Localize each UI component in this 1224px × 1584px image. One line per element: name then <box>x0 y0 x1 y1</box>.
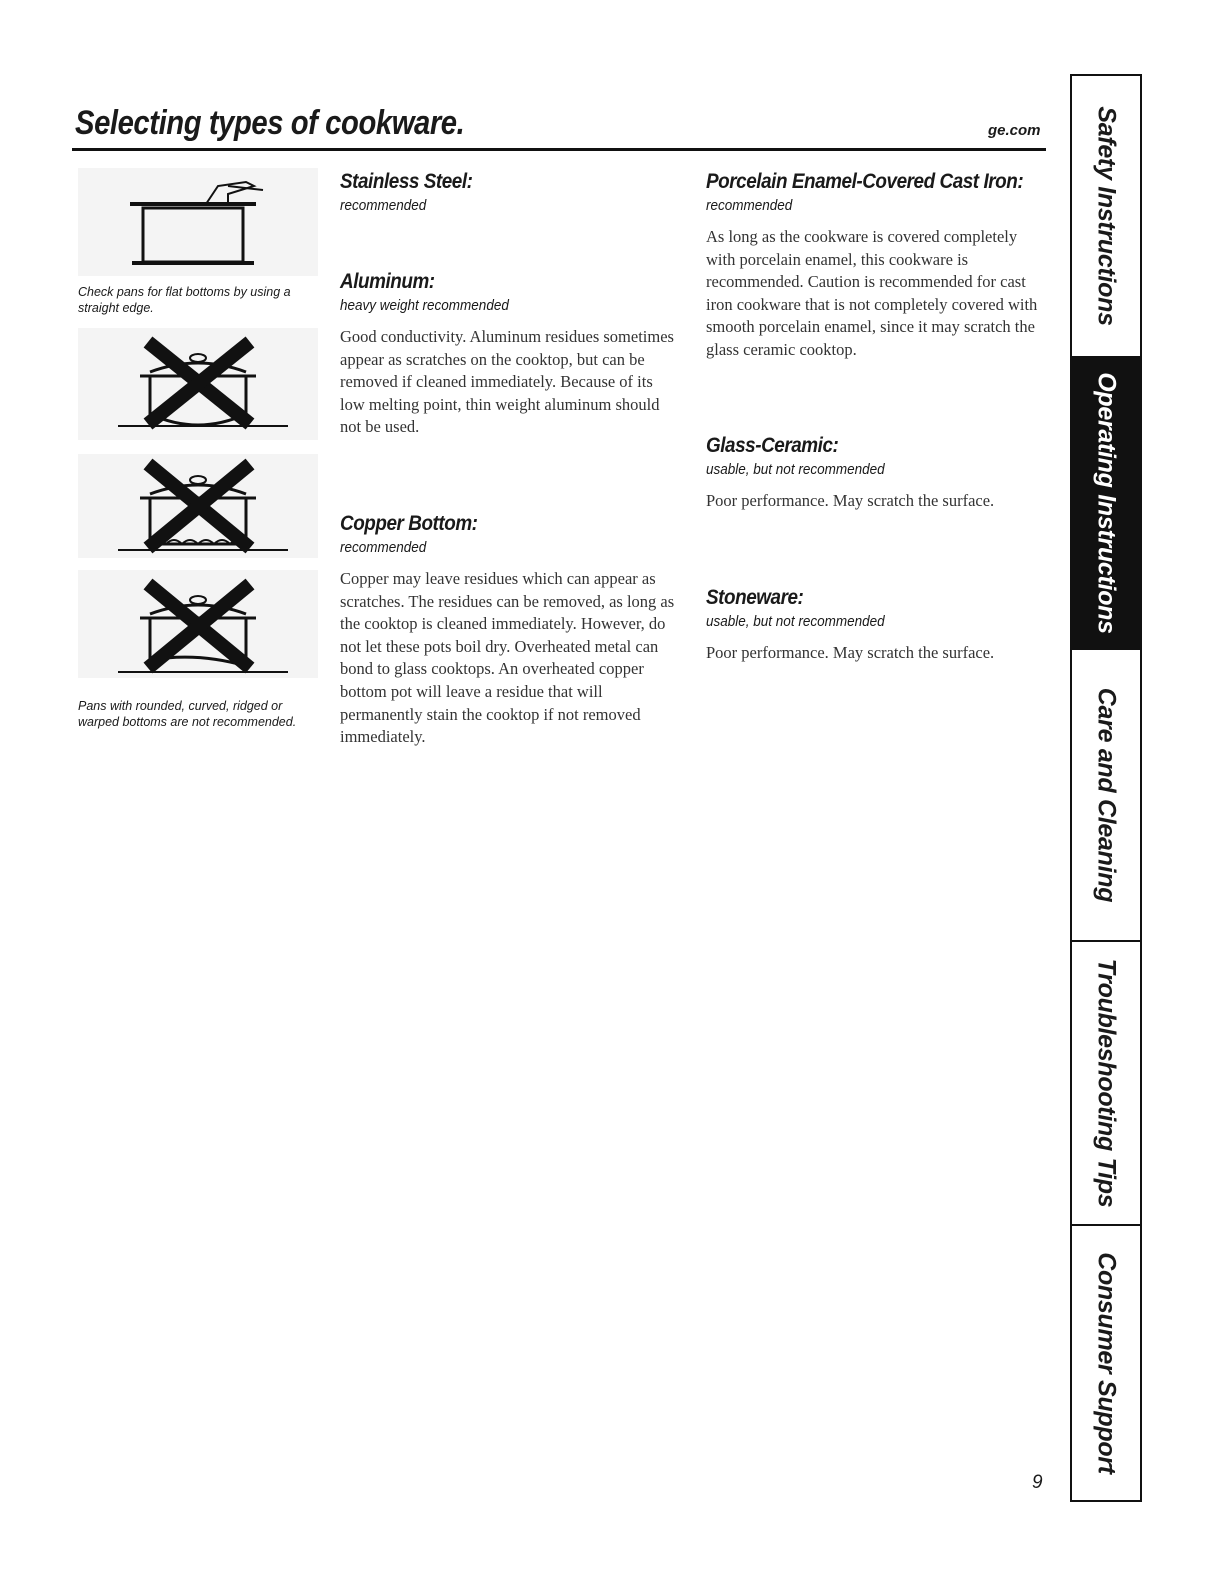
glass-ceramic-body: Poor performance. May scratch the surface. <box>706 491 995 510</box>
rounded-bottom-pot-illustration <box>78 328 318 440</box>
page-number: 9 <box>1032 1472 1043 1493</box>
flat-bottom-check-illustration <box>78 168 318 276</box>
copper-bottom-section <box>340 512 680 749</box>
porcelain-heading: Porcelain Enamel-Covered Cast Iron: <box>706 170 1024 193</box>
tab-troubleshooting-tips[interactable] <box>1072 942 1140 1226</box>
stainless-steel-section <box>340 170 680 216</box>
ridged-bottom-pot-illustration <box>78 454 318 558</box>
copper-bottom-rating: recommended <box>340 539 427 556</box>
tab-operating-instructions[interactable] <box>1072 358 1140 650</box>
stoneware-body: Poor performance. May scratch the surface. <box>706 643 995 662</box>
aluminum-heading: Aluminum: <box>340 270 435 293</box>
tab-care-and-cleaning[interactable] <box>1072 650 1140 942</box>
porcelain-section <box>706 170 1046 362</box>
porcelain-body: As long as the cookware is covered completely with porcelain enamel, this cookware is recommended. Caution is recommended for cast iron cookware that is not completely covered with smooth porcelain enamel, since it may scratch the glass ceramic cooktop. <box>706 227 1038 359</box>
aluminum-body: Good conductivity. Aluminum residues sometimes appear as scratches on the cooktop, but can be removed if cleaned immediately. Because of its low melting point, thin weight aluminum should not be used. <box>340 327 674 437</box>
copper-bottom-heading: Copper Bottom: <box>340 512 478 535</box>
tab-consumer-support[interactable] <box>1072 1226 1140 1500</box>
aluminum-rating: heavy weight recommended <box>340 297 509 314</box>
copper-bottom-body: Copper may leave residues which can appear as scratches. The residues can be removed, as long as the cooktop is cleaned immediately. However, do not let these pots boil dry. Overheated metal can bond to glass cooktops. An overheated copper bottom pot will leave a residue that will permanently stain the cooktop if not removed immediately. <box>340 569 675 747</box>
glass-ceramic-section <box>706 434 1046 513</box>
stoneware-heading: Stoneware: <box>706 586 804 609</box>
warped-bottom-pot-illustration <box>78 570 318 678</box>
tab-label: Safety Instructions <box>1092 106 1121 326</box>
site-url[interactable]: ge.com <box>988 122 1041 139</box>
stoneware-rating: usable, but not recommended <box>706 613 885 630</box>
not-recommended-caption: Pans with rounded, curved, ridged or warped bottoms are not recommended. <box>78 699 297 729</box>
aluminum-section <box>340 270 680 439</box>
glass-ceramic-heading: Glass-Ceramic: <box>706 434 839 457</box>
porcelain-rating: recommended <box>706 197 793 214</box>
tab-label: Troubleshooting Tips <box>1092 958 1121 1208</box>
tab-label: Care and Cleaning <box>1092 687 1121 903</box>
page-title: Selecting types of cookware. <box>75 104 465 142</box>
title-rule <box>72 148 1046 151</box>
section-tabs <box>1070 74 1142 1502</box>
stainless-steel-rating: recommended <box>340 197 427 214</box>
tab-safety-instructions[interactable] <box>1072 76 1140 358</box>
flat-check-caption: Check pans for flat bottoms by using a straight edge. <box>78 285 291 315</box>
stoneware-section <box>706 586 1046 665</box>
tab-label: Consumer Support <box>1092 1252 1121 1474</box>
stainless-steel-heading: Stainless Steel: <box>340 170 473 193</box>
tab-label: Operating Instructions <box>1092 372 1121 634</box>
glass-ceramic-rating: usable, but not recommended <box>706 461 885 478</box>
